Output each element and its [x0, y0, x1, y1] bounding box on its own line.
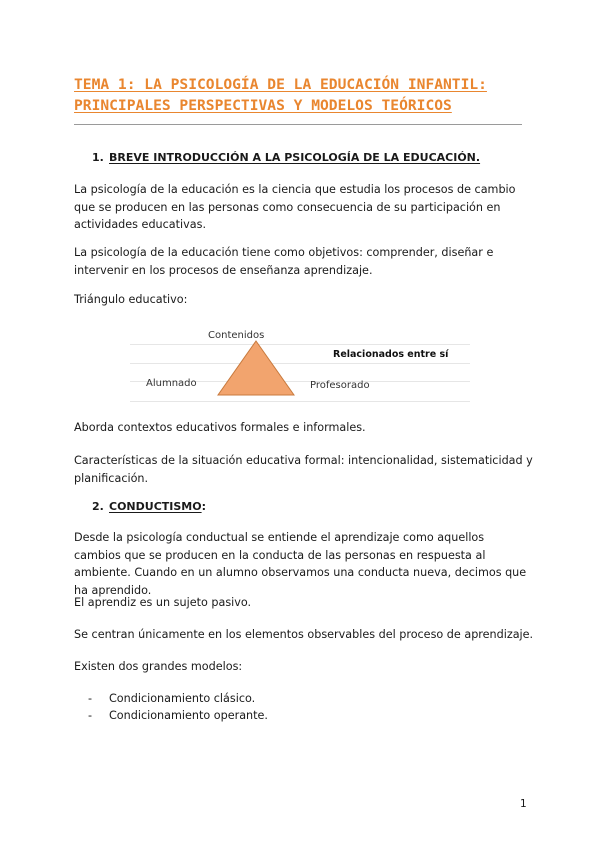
triangle-shape [216, 339, 296, 397]
list-item-text: Condicionamiento operante. [109, 709, 268, 722]
label-relacionados: Relacionados entre sí [333, 349, 449, 360]
section-title-suffix: : [201, 500, 206, 513]
title-divider [74, 124, 522, 125]
section-number: 2. [92, 500, 104, 513]
label-alumnado: Alumnado [146, 378, 197, 389]
list-item [88, 707, 268, 724]
section-heading-1 [92, 150, 480, 166]
page-number: 1 [520, 798, 527, 810]
page-title: TEMA 1: LA PSICOLOGÍA DE LA EDUCACIÓN INFANTIL: PRINCIPALES PERSPECTIVAS Y MODELOS TEÓRICOS [74, 76, 487, 114]
gridline [130, 363, 470, 364]
list-bullet: - [88, 709, 93, 722]
paragraph: El aprendiz es un sujeto pasivo. [74, 596, 252, 609]
paragraph: Se centran únicamente en los elementos observables del proceso de aprendizaje. [74, 628, 534, 641]
paragraph: Características de la situación educativa formal: intencionalidad, sistematicidad y planificación. [74, 454, 533, 485]
list-bullet: - [88, 692, 93, 705]
paragraph: Desde la psicología conductual se entiende el aprendizaje como aquellos cambios que se producen en la conducta de las personas en respuesta al ambiente. Cuando en un alumno observamos una conducta nueva, decimos que ha aprendido. [74, 531, 527, 597]
list-item-text: Condicionamiento clásico. [109, 692, 256, 705]
paragraph: La psicología de la educación tiene como objetivos: comprender, diseñar e intervenir en los procesos de enseñanza aprendizaje. [74, 246, 494, 277]
label-profesorado: Profesorado [310, 380, 370, 391]
section-title: BREVE INTRODUCCIÓN A LA PSICOLOGÍA DE LA EDUCACIÓN. [109, 151, 481, 164]
paragraph: Aborda contextos educativos formales e informales. [74, 421, 366, 434]
section-title: CONDUCTISMO [109, 500, 202, 513]
gridline [130, 344, 470, 345]
label-contenidos: Contenidos [208, 330, 265, 341]
paragraph: Triángulo educativo: [74, 293, 188, 306]
section-number: 1. [92, 151, 104, 164]
list-item [88, 690, 255, 707]
gridline [130, 401, 470, 402]
educational-triangle-diagram [130, 325, 470, 405]
section-heading-2 [92, 499, 206, 515]
paragraph: Existen dos grandes modelos: [74, 660, 243, 673]
paragraph: La psicología de la educación es la ciencia que estudia los procesos de cambio que se producen en las personas como consecuencia de su participación en actividades educativas. [74, 183, 516, 231]
